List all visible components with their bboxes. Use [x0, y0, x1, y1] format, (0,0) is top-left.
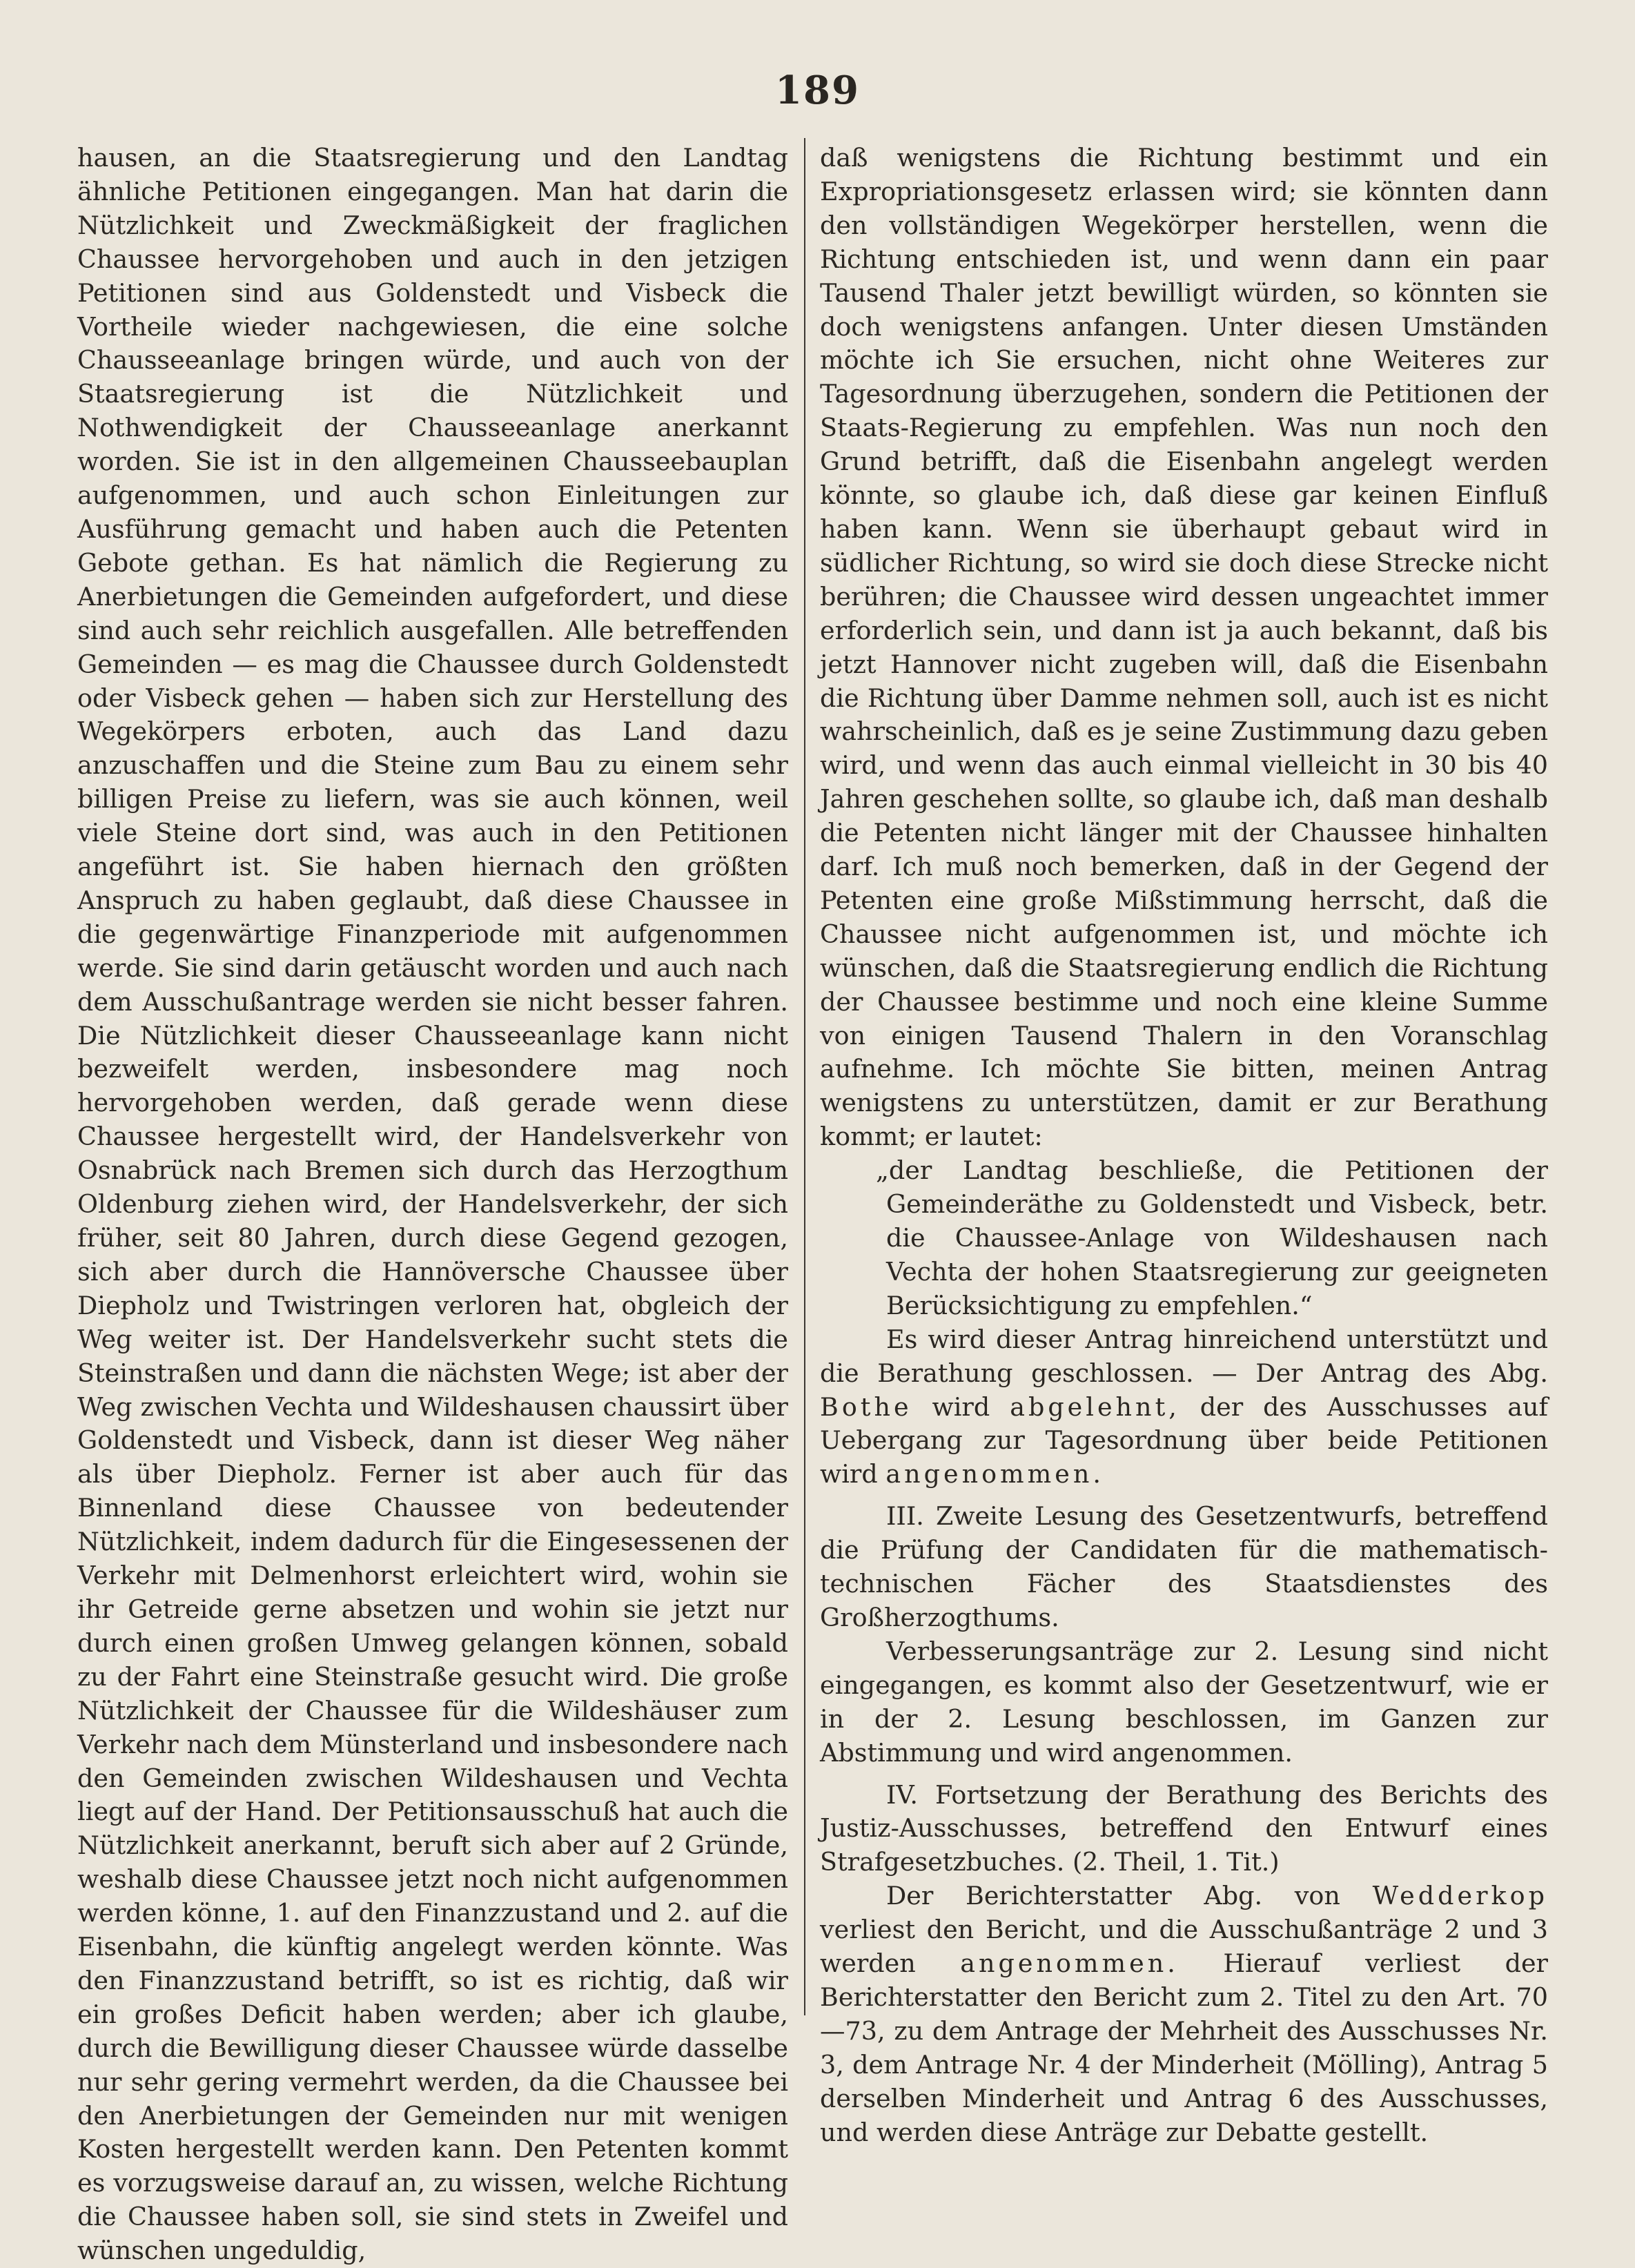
vote-result-paragraph — [820, 1323, 1548, 1492]
speech-continuation: daß wenigstens die Richtung bestimmt und ein Expropriationsgesetz erlassen wird; sie könnten dann den vollständigen Wegekörper herstellen, wenn die Richtung entschieden ist, und wenn dann ein paar Tausend Thaler jetzt bewilligt würden, so könnten sie doch wenigstens anfangen. Unter diesen Umständen möchte ich Sie ersuchen, nicht ohne Weiteres zur Tagesordnung überzugehen, sondern die Petitionen der Staats-Regierung zu empfehlen. Was nun noch den Grund betrifft, daß die Eisenbahn angelegt werden könnte, so glaube ich, daß diese gar keinen Einfluß haben kann. Wenn sie überhaupt gebaut wird in südlicher Richtung, so wird sie doch diese Strecke nicht berühren; die Chaussee wird dessen ungeachtet immer erforderlich sein, und dann ist ja auch bekannt, daß bis jetzt Hannover nicht zugeben will, daß die Eisenbahn die Richtung über Damme nehmen soll, auch ist es nicht wahrscheinlich, daß es je seine Zustimmung dazu geben wird, und wenn das auch einmal vielleicht in 30 bis 40 Jahren geschehen sollte, so glaube ich, daß man deshalb die Petenten nicht länger mit der Chaussee hinhalten darf. Ich muß noch bemerken, daß in der Gegend der Petenten eine große Mißstimmung herrscht, daß die Chaussee nicht aufgenommen ist, und möchte ich wünschen, daß die Staatsregierung endlich die Richtung der Chaussee bestimme und noch eine kleine Summe von einigen Tausend Thalern in den Voranschlag aufnehme. Ich möchte Sie bitten, meinen Antrag wenigstens zu unterstützen, damit er zur Berathung kommt; er lautet: — [820, 143, 1548, 1152]
report-text-b: verliest den Bericht, und die Ausschußanträge 2 und 3 werden — [820, 1915, 1548, 1979]
page-number: 189 — [775, 68, 860, 113]
right-column — [820, 141, 1549, 2147]
motion-quote: „der Landtag beschließe, die Petitionen der Gemeinderäthe zu Goldenstedt und Visbeck, betr. die Chaussee-Anlage von Wildeshausen nach Vechta der hohen Staatsregierung zur geeigneten Berücksichtigung zu empfehlen.“ — [876, 1155, 1548, 1320]
vote-text-c: der des Ausschusses auf Uebergang zur Tagesordnung über beide Petitionen wird — [820, 1391, 1549, 1489]
section-iii-heading: III. Zweite Lesung des Gesetzentwurfs, betreffend die Prüfung der Candidaten für die mathematisch-technischen Fächer des Staatsdienstes des Großherzogthums. — [820, 1501, 1548, 1632]
member-name-bothe: Bothe — [820, 1391, 912, 1422]
member-name-wedderkop: Wedderkop — [1372, 1881, 1548, 1911]
column-divider — [804, 138, 805, 2015]
left-column — [77, 141, 788, 2266]
vote-text-a: Es wird dieser Antrag hinreichend unterstützt und die Berathung geschlossen. — Der Antrag des Abg. — [820, 1324, 1548, 1388]
report-text-c: Hierauf verliest der Berichterstatter den Bericht zum 2. Titel zu den Art. 70—73, zu dem Antrage der Mehrheit des Ausschusses Nr. 3, dem Antrage Nr. 4 der Minderheit (Mölling), Antrag 5 derselben Minderheit und Antrag 6 des Ausschusses, und werden diese Anträge zur Debatte gestellt. — [820, 1948, 1548, 2147]
rejected-label: abgelehnt, — [1010, 1391, 1180, 1422]
section-iv-body — [820, 1879, 1548, 2149]
section-iv-heading: IV. Fortsetzung der Berathung des Berichts des Justiz-Ausschusses, betreffend den Entwurf eines Strafgesetzbuches. (2. Theil, 1. Tit.) — [820, 1779, 1548, 1877]
accepted-label-2: angenommen. — [960, 1948, 1179, 1979]
left-column-paragraph: hausen, an die Staatsregierung und den Landtag ähnliche Petitionen eingegangen. Man hat darin die Nützlichkeit und Zweckmäßigkeit der fraglichen Chaussee hervorgehoben und auch in den jetzigen Petitionen sind aus Goldenstedt und Visbeck die Vortheile wieder nachgewiesen, die eine solche Chausseeanlage bringen würde, und auch von der Staatsregierung ist die Nützlichkeit und Nothwendigkeit der Chausseeanlage anerkannt worden. Sie ist in den allgemeinen Chausseebauplan aufgenommen, und auch schon Einleitungen zur Ausführung gemacht und haben auch die Petenten Gebote gethan. Es hat nämlich die Regierung zu Anerbietungen die Gemeinden aufgefordert, und diese sind auch sehr reichlich ausgefallen. Alle betreffenden Gemeinden — es mag die Chaussee durch Goldenstedt oder Visbeck gehen — haben sich zur Herstellung des Wegekörpers erboten, auch das Land dazu anzuschaffen und die Steine zum Bau zu einem sehr billigen Preise zu liefern, was sie auch können, weil viele Steine dort sind, was auch in den Petitionen angeführt ist. Sie haben hiernach den größten Anspruch zu haben geglaubt, daß diese Chaussee in die gegenwärtige Finanzperiode mit aufgenommen werde. Sie sind darin getäuscht worden und auch nach dem Ausschußantrage werden sie nicht besser fahren. Die Nützlichkeit dieser Chausseeanlage kann nicht bezweifelt werden, insbesondere mag noch hervorgehoben werden, daß gerade wenn diese Chaussee hergestellt wird, der Handelsverkehr von Osnabrück nach Bremen sich durch das Herzogthum Oldenburg ziehen wird, der Handelsverkehr, der sich früher, seit 80 Jahren, durch diese Gegend gezogen, sich aber durch die Hannöversche Chaussee über Diepholz und Twistringen verloren hat, obgleich der Weg weiter ist. Der Handelsverkehr sucht stets die Steinstraßen und dann die nächsten Wege; ist aber der Weg zwischen Vechta und Wildeshausen chaussirt über Goldenstedt und Visbeck, dann ist dieser Weg näher als über Diepholz. Ferner ist aber auch für das Binnenland diese Chaussee von bedeutender Nützlichkeit, indem dadurch für die Eingesessenen der Verkehr mit Delmenhorst erleichtert wird, wohin sie ihr Getreide gerne absetzen und wohin sie jetzt nur durch einen großen Umweg gelangen können, sobald zu der Fahrt eine Steinstraße gesucht wird. Die große Nützlichkeit der Chaussee für die Wildeshäuser zum Verkehr nach dem Münsterland und insbesondere nach den Gemeinden zwischen Wildeshausen und Vechta liegt auf der Hand. Der Petitionsausschuß hat auch die Nützlichkeit anerkannt, beruft sich aber auf 2 Gründe, weshalb diese Chaussee jetzt noch nicht aufgenommen werden könne, 1. auf den Finanzzustand und 2. auf die Eisenbahn, die künftig angelegt werden könnte. Was den Finanzzustand betrifft, so ist es richtig, daß wir ein großes Deficit haben werden; aber ich glaube, durch die Bewilligung dieser Chaussee würde dasselbe nur sehr gering vermehrt werden, da die Chaussee bei den Anerbietungen der Gemeinden nur mit wenigen Kosten hergestellt werden kann. Den Petenten kommt es vorzugsweise darauf an, zu wissen, welche Richtung die Chaussee haben soll, sie sind stets in Zweifel und wünschen ungeduldig, — [77, 143, 788, 2266]
accepted-label: angenommen. — [885, 1459, 1104, 1489]
report-text-a: Der Berichterstatter Abg. von — [886, 1881, 1340, 1911]
vote-text-b: wird — [932, 1391, 990, 1422]
section-iii-body: Verbesserungsanträge zur 2. Lesung sind nicht eingegangen, es kommt also der Gesetzentwurf, wie er in der 2. Lesung beschlossen, im Ganzen zur Abstimmung und wird angenommen. — [820, 1636, 1548, 1768]
